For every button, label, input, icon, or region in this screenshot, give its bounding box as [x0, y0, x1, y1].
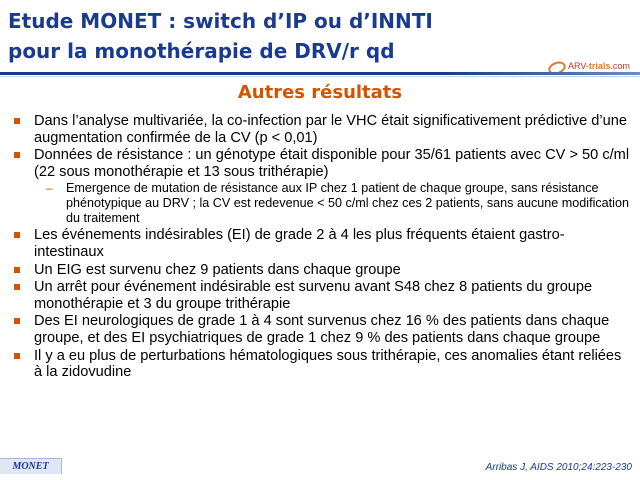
- bullet-item: Données de résistance : un génotype était disponible pour 35/61 patients avec CV > 50 c/ml (22 sous monothérapie et 13 sous trithérapie): [14, 147, 630, 180]
- bullet-item: Les événements indésirables (EI) de grade 2 à 4 les plus fréquents étaient gastro-intestinaux: [14, 227, 630, 260]
- dash-bullet-icon: –: [46, 181, 53, 196]
- slide-title-line-1: Etude MONET : switch d’IP ou d’INNTI: [8, 9, 433, 33]
- results-bullet-list: [14, 113, 630, 382]
- title-divider: [0, 72, 640, 75]
- square-bullet-icon: [14, 152, 20, 158]
- bullet-item: Des EI neurologiques de grade 1 à 4 sont survenus chez 16 % des patients dans chaque groupe, et des EI psychiatriques de grade 1 chez 9 % des patients dans chaque groupe: [14, 313, 630, 346]
- sub-bullet-item: – Emergence de mutation de résistance aux IP chez 1 patient de chaque groupe, sans résistance phénotypique au DRV ; la CV est redevenue < 50 c/ml chez ces 2 patients, sans aucune modification du traitement: [46, 181, 629, 226]
- logo-text-part2: trials: [588, 61, 611, 71]
- slide-title: [8, 6, 528, 66]
- section-subtitle: Autres résultats: [237, 82, 403, 103]
- bullet-item: Il y a eu plus de perturbations hématologiques sous trithérapie, ces anomalies étant reliées à la zidovudine: [14, 348, 630, 381]
- study-tag: MONET: [0, 458, 62, 474]
- bullet-item: Un EIG est survenu chez 9 patients dans chaque groupe: [14, 262, 630, 279]
- logo-text-part3: .com: [610, 61, 630, 71]
- slide-title-line-2: pour la monothérapie de DRV/r qd: [8, 39, 395, 63]
- title-divider-thin: [0, 76, 640, 77]
- logo-text-part1: ARV-: [568, 61, 589, 71]
- square-bullet-icon: [14, 284, 20, 290]
- square-bullet-icon: [14, 232, 20, 238]
- square-bullet-icon: [14, 318, 20, 324]
- bullet-item: Un arrêt pour événement indésirable est survenu avant S48 chez 8 patients du groupe monothérapie et 3 du groupe trithérapie: [14, 279, 630, 312]
- logo-swoosh-icon: [548, 60, 566, 72]
- square-bullet-icon: [14, 118, 20, 124]
- bullet-item: Dans l’analyse multivariée, la co-infection par le VHC était significativement prédictive d’une augmentation confirmée de la CV (p < 0,01): [14, 113, 630, 146]
- reference-citation: Arribas J, AIDS 2010;24:223-230: [485, 462, 632, 473]
- square-bullet-icon: [14, 267, 20, 273]
- square-bullet-icon: [14, 353, 20, 359]
